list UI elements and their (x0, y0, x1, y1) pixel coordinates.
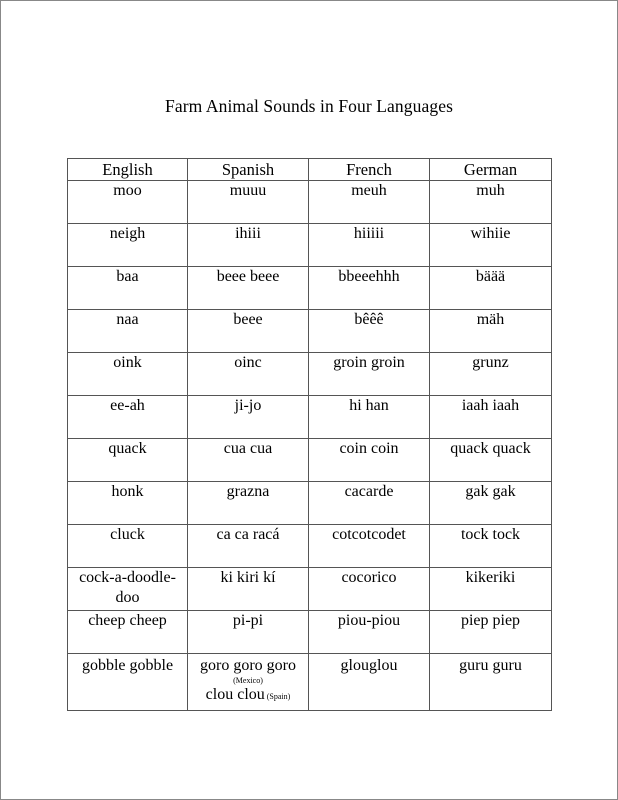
cell-english: cheep cheep (68, 611, 188, 654)
cell-spanish: cua cua (188, 439, 309, 482)
cell-spanish: grazna (188, 482, 309, 525)
cell-german: bäää (430, 267, 552, 310)
cell-german: quack quack (430, 439, 552, 482)
cell-french: cotcotcodet (309, 525, 430, 568)
cell-english: neigh (68, 224, 188, 267)
cell-german: tock tock (430, 525, 552, 568)
cell-english: oink (68, 353, 188, 396)
cell-french: piou-piou (309, 611, 430, 654)
cell-spanish: ki kiri kí (188, 568, 309, 611)
cell-spanish: ihiii (188, 224, 309, 267)
spanish-alt-variant-line (190, 685, 306, 707)
cell-english: quack (68, 439, 188, 482)
cell-english: ee-ah (68, 396, 188, 439)
table-row (68, 482, 552, 525)
table-row (68, 654, 552, 711)
cell-french: hi han (309, 396, 430, 439)
cell-french: cacarde (309, 482, 430, 525)
cell-german: piep piep (430, 611, 552, 654)
cell-french: meuh (309, 181, 430, 224)
table-row (68, 568, 552, 611)
cell-german: kikeriki (430, 568, 552, 611)
cell-german: grunz (430, 353, 552, 396)
table-row (68, 181, 552, 224)
cell-spanish: ca ca racá (188, 525, 309, 568)
cell-spanish: pi-pi (188, 611, 309, 654)
header-english: English (68, 159, 188, 181)
table-row (68, 439, 552, 482)
cell-french: bbeeehhh (309, 267, 430, 310)
cell-english: honk (68, 482, 188, 525)
cell-french: glouglou (309, 654, 430, 711)
cell-english: moo (68, 181, 188, 224)
table-row (68, 267, 552, 310)
table-row (68, 353, 552, 396)
cell-german: wihiie (430, 224, 552, 267)
page-title: Farm Animal Sounds in Four Languages (165, 96, 453, 116)
table-row (68, 525, 552, 568)
cell-german: guru guru (430, 654, 552, 711)
header-spanish: Spanish (188, 159, 309, 181)
cell-german: gak gak (430, 482, 552, 525)
cell-spanish: beee (188, 310, 309, 353)
cell-english: naa (68, 310, 188, 353)
table-row (68, 396, 552, 439)
cell-french: bêêê (309, 310, 430, 353)
cell-german: mäh (430, 310, 552, 353)
cell-french: coin coin (309, 439, 430, 482)
table-row (68, 611, 552, 654)
cell-english: cock-a-doodle-doo (68, 568, 188, 611)
header-french: French (309, 159, 430, 181)
cell-french: groin groin (309, 353, 430, 396)
spanish-main-variant: goro goro goro (200, 657, 296, 674)
cell-german: iaah iaah (430, 396, 552, 439)
table-row (68, 310, 552, 353)
cell-spanish: muuu (188, 181, 309, 224)
header-german: German (430, 159, 552, 181)
animal-sounds-table (67, 158, 552, 711)
region-note-spain: (Spain) (266, 692, 291, 701)
cell-french: hiiiii (309, 224, 430, 267)
cell-english: cluck (68, 525, 188, 568)
cell-spanish (188, 654, 309, 711)
table-header-row (68, 159, 552, 181)
cell-french: cocorico (309, 568, 430, 611)
region-note-mexico: (Mexico) (233, 676, 263, 685)
cell-spanish: beee beee (188, 267, 309, 310)
cell-english: gobble gobble (68, 654, 188, 711)
cell-english: baa (68, 267, 188, 310)
cell-german: muh (430, 181, 552, 224)
table-row (68, 224, 552, 267)
spanish-alt-variant: clou clou (205, 686, 265, 703)
cell-spanish: ji-jo (188, 396, 309, 439)
cell-spanish: oinc (188, 353, 309, 396)
